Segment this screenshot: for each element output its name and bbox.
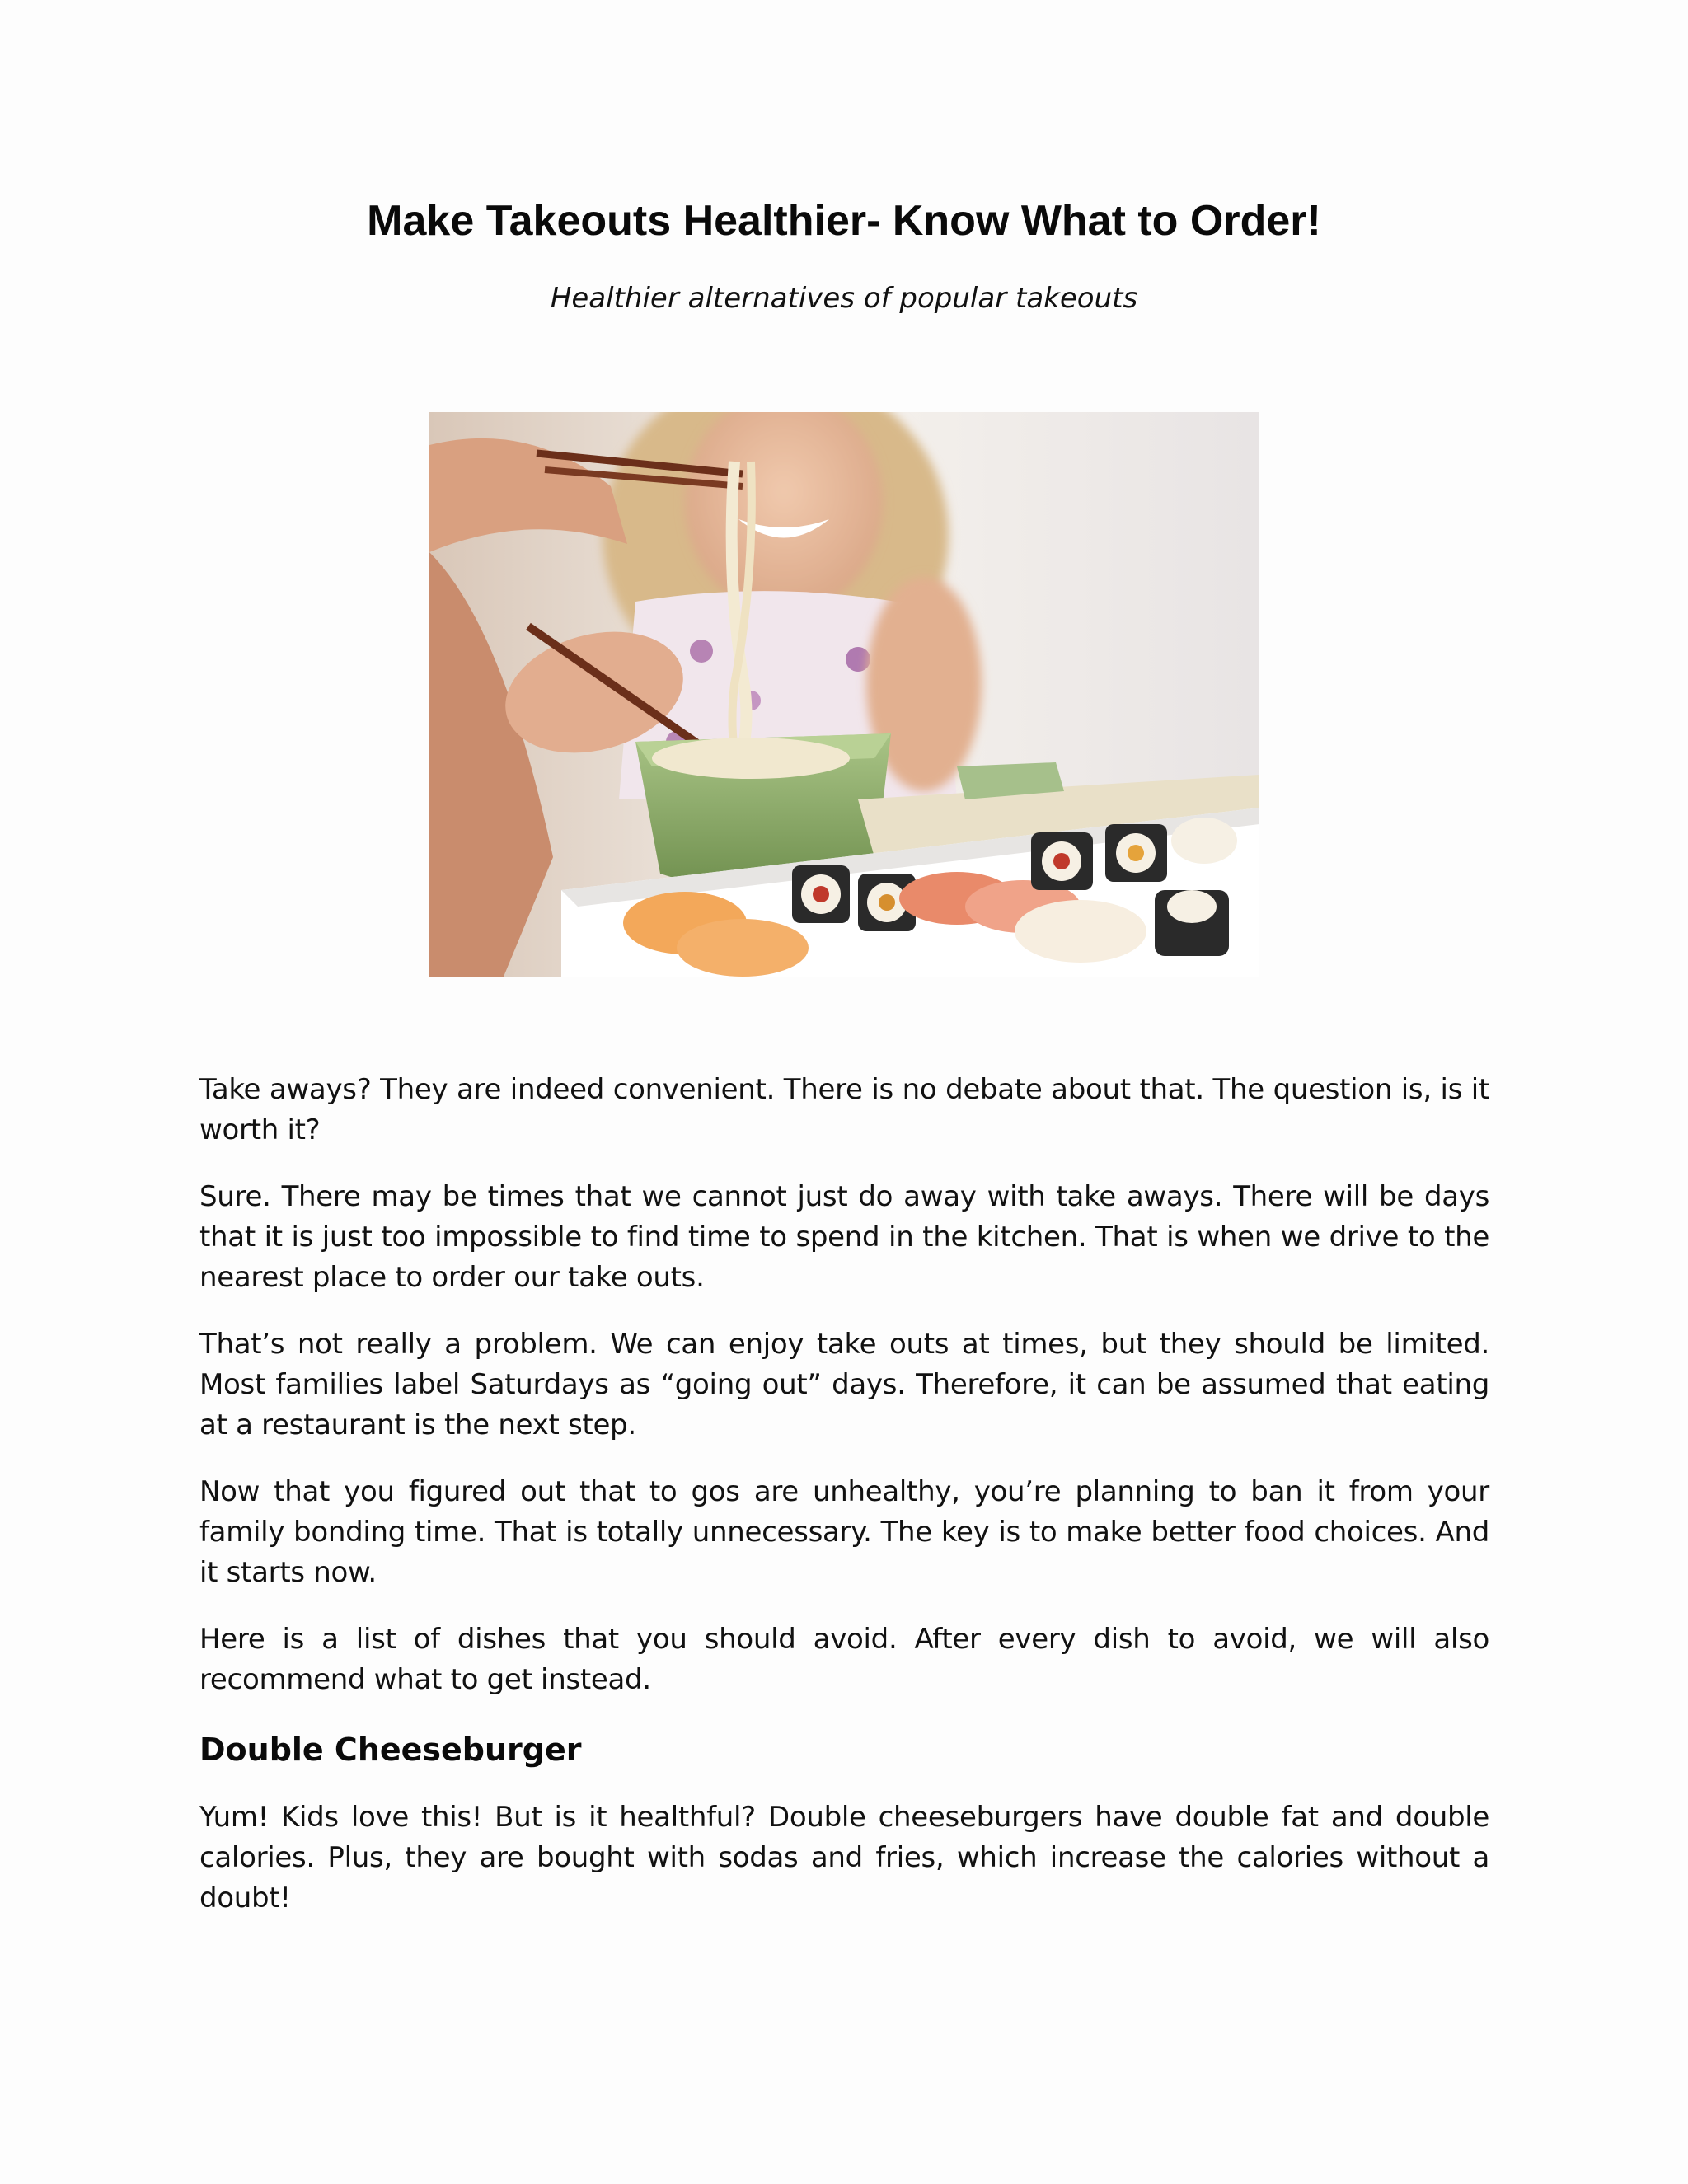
woman-eating-noodles-and-sushi-photo: [429, 412, 1259, 977]
section-paragraph-double-cheeseburger: Yum! Kids love this! But is it healthful? Double cheeseburgers have double fat and double calories. Plus, they are bought with sodas and fries, which increase the calories without a doubt!: [199, 1801, 1489, 1915]
intro-paragraph-3: That’s not really a problem. We can enjoy take outs at times, but they should be limited. Most families label Saturdays as “going out” days. Therefore, it can be assumed that eating at a restaurant is the next step.: [199, 1328, 1489, 1441]
document-title: Make Takeouts Healthier- Know What to Order!: [367, 197, 1321, 245]
document-subtitle: Healthier alternatives of popular takeouts: [550, 282, 1138, 315]
photo-illustration: [429, 412, 1259, 977]
intro-paragraph-1: Take aways? They are indeed convenient. There is no debate about that. The question is, is it worth it?: [199, 1073, 1489, 1146]
intro-paragraph-4: Now that you figured out that to gos are unhealthy, you’re planning to ban it from your family bonding time. That is totally unnecessary. The key is to make better food choices. And it starts now.: [199, 1475, 1489, 1589]
intro-paragraph-5: Here is a list of dishes that you should avoid. After every dish to avoid, we will also recommend what to get instead.: [199, 1623, 1489, 1696]
article-body: [199, 1070, 1489, 1945]
section-heading-double-cheeseburger: Double Cheeseburger: [199, 1732, 582, 1768]
intro-paragraph-2: Sure. There may be times that we cannot just do away with take aways. There will be days that it is just too impossible to find time to spend in the kitchen. That is when we drive to the nearest place to order our take outs.: [199, 1180, 1489, 1294]
